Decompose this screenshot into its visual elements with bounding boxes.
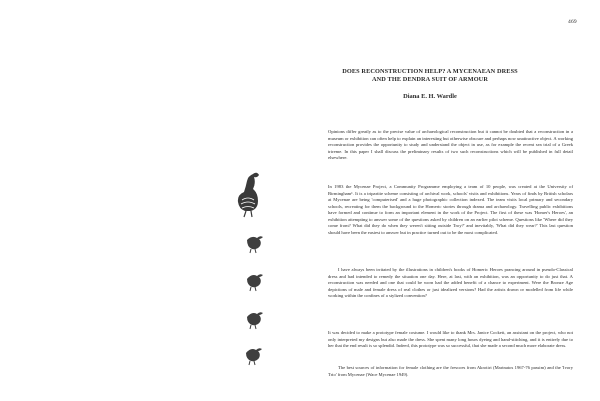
bird-drawing-3	[244, 270, 266, 292]
paragraph-3: I have always been irritated by the illustrations in children's books of Homeric Heroes prancing around in pseudo-Classical dress and had intended to remedy the situation one day. Here, at last, with an exhibition, was an opportunity to do just that. A reconstruction was needed and one that could be worn had the added benefit of a chance to experiment. Were the Bronze Age depictions of male and female dress of real clothes or just idealized versions? Had the artists drawn or modelled from life while working within the confines of a stylized convention?	[328, 267, 573, 299]
article-title-line-1: DOES RECONSTRUCTION HELP? A MYCENAEAN DRESS	[342, 68, 518, 75]
bird-figure-4	[244, 308, 266, 330]
bird-drawing-large	[234, 170, 264, 218]
paragraph-1: Opinions differ greatly as to the precise value of archaeological reconstruction but it cannot be doubted that a reconstruction in a museum or exhibition can often help to explain an interesting but otherwise obscure and perhaps now unattractive object. A working reconstruction provides the opportunity to study and understand the object in use, as for example the recent sea trial of a Greek trireme. In this paper I shall discuss the preliminary results of two such reconstructions which will be published in full detail elsewhere.	[328, 129, 573, 161]
article-title	[340, 68, 520, 83]
paragraph-4: It was decided to make a prototype female costume. I would like to thank Mrs. Janice Cockett, an assistant on the project, who not only interpreted my designs but also made the dress. She spent many long hours dyeing and hand-stitching, and it is entirely due to her that the end result is so splendid. Indeed, this prototype was so successful, that she made a second much more elaborate dress.	[328, 330, 573, 349]
article-title-line-2: AND THE DENDRA SUIT OF ARMOUR	[372, 75, 488, 83]
bird-figure-large	[234, 170, 264, 218]
paragraph-2: In 1983 the Mycenae Project, a Community Programme employing a team of 10 people, was created at the University of Birmingham¹. It is a tripartite scheme consisting of archival work, schools' visits and exhibitions. Years of finds by British scholars at Mycenae are being 'computerised' and a huge photographic collection indexed. The team visits local primary and secondary schools, recreating for them the background to the Homeric stories through drama and archaeology. Travelling public exhibitions have formed and continue to form an important element in the work of the Project. The first of these was 'Homer's Heroes', an exhibition attempting to answer some of the questions asked by children on an earlier pilot scheme. Questions like 'Where did they come from? What did they do when they weren't sitting outside Troy?' and inevitably, 'What did they wear?' This last question should have been the easiest to answer but in practice turned out to be the most complicated.	[328, 184, 573, 235]
bird-drawing-2	[244, 232, 266, 254]
bird-figure-3	[244, 270, 266, 292]
paragraph-5: The best sources of information for female clothing are the frescoes from Akrotiri (Marinatos 1967-76 passim) and the 'Ivory Trio' from Mycenae (Wace Mycenae 1949).	[328, 365, 573, 377]
bird-figure-column	[220, 170, 280, 340]
bird-figure-5	[243, 344, 265, 366]
bird-figure-2	[244, 232, 266, 254]
page-number: 469	[568, 19, 577, 25]
bird-drawing-5	[243, 344, 265, 366]
bird-drawing-4	[244, 308, 266, 330]
author-name: Diana E. H. Wardle	[403, 93, 457, 100]
